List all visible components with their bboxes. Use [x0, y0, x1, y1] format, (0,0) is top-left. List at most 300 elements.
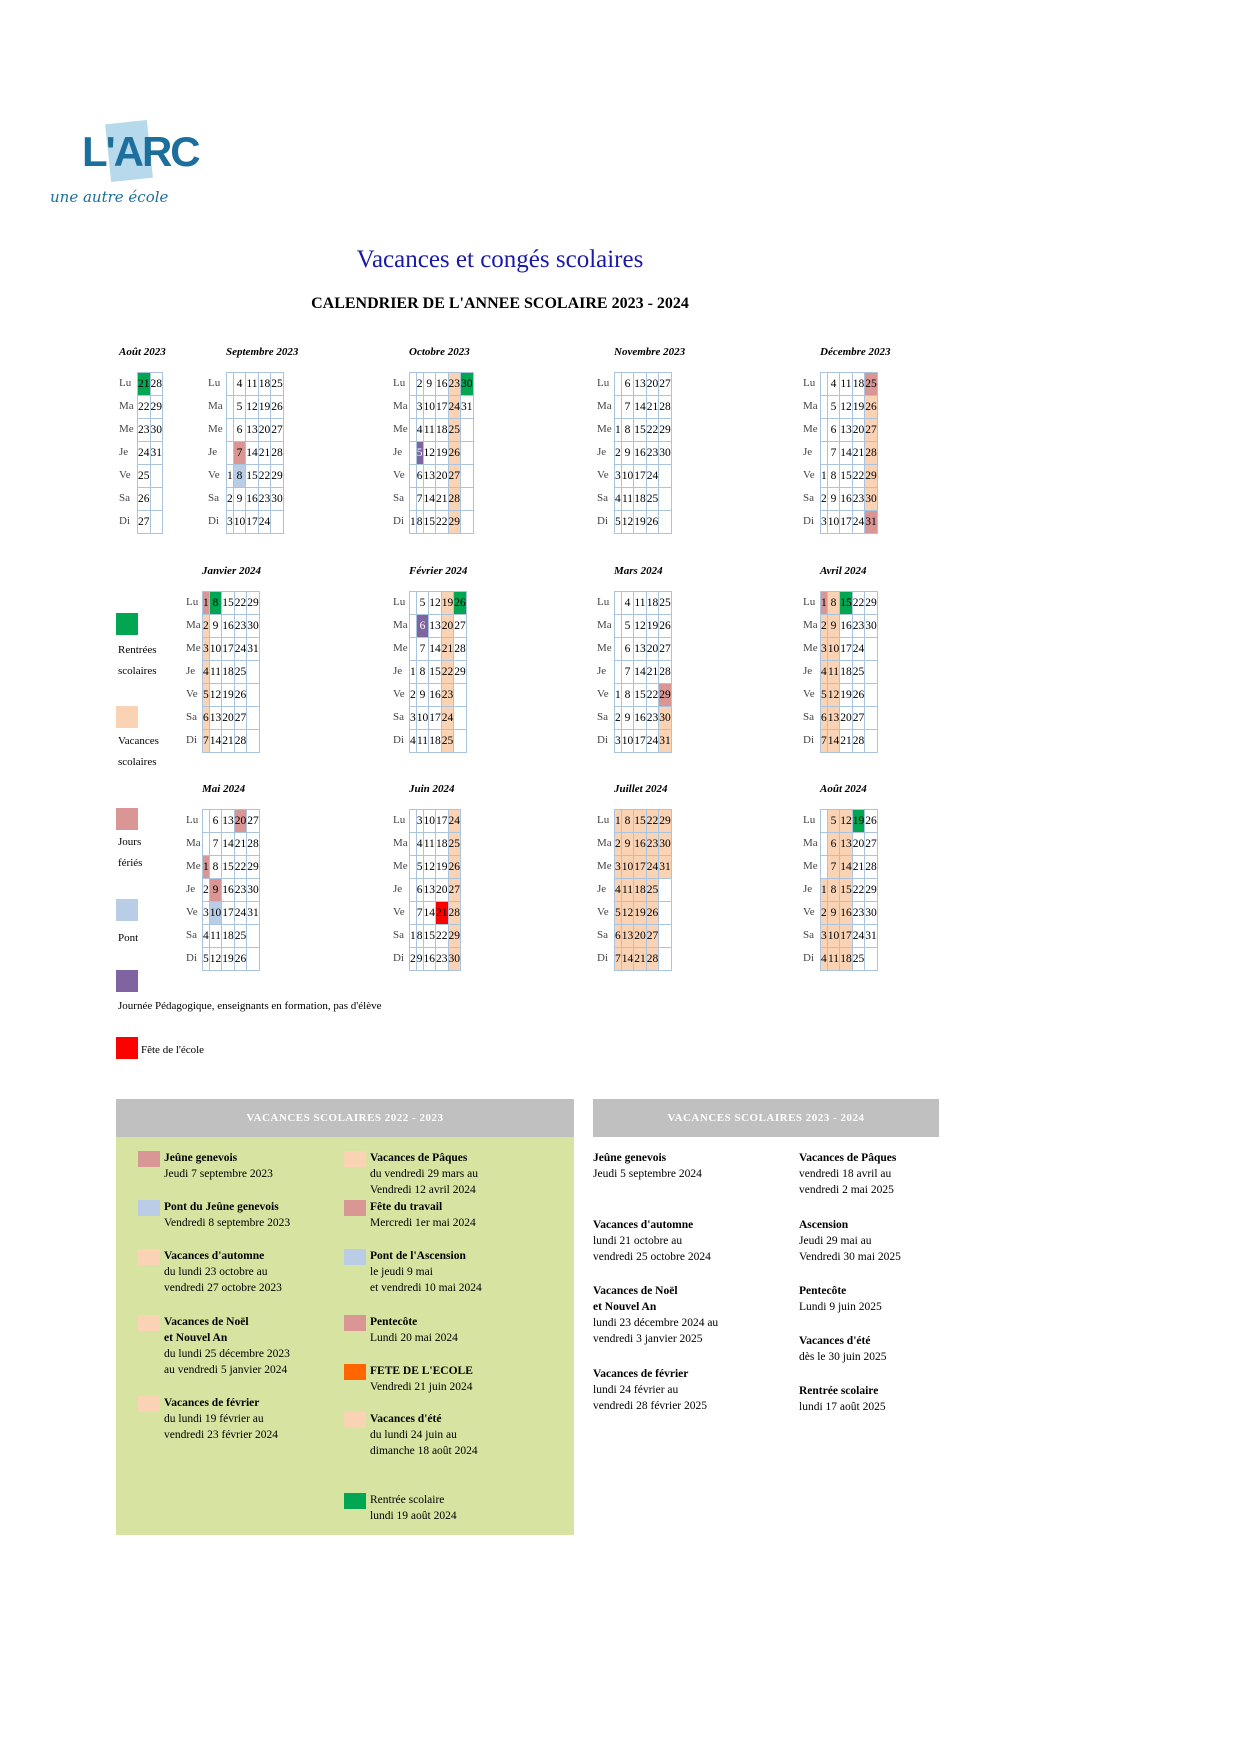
day-cell: 17 [840, 511, 853, 534]
day-cell: 19 [634, 902, 647, 925]
entry-text: du lundi 25 décembre 2023 [164, 1348, 290, 1360]
day-cell: 17 [246, 511, 259, 534]
day-cell [227, 396, 234, 419]
day-cell: 4 [233, 373, 246, 396]
weekday-label: Me [208, 423, 223, 435]
day-cell: 23 [448, 373, 461, 396]
day-cell: 10 [621, 465, 634, 488]
day-cell: 19 [258, 396, 271, 419]
day-cell [247, 661, 260, 684]
day-cell: 7 [827, 442, 840, 465]
day-cell: 14 [209, 730, 222, 753]
day-cell [410, 373, 417, 396]
day-cell: 1 [821, 592, 828, 615]
day-cell: 8 [416, 661, 429, 684]
day-cell: 20 [436, 879, 449, 902]
weekday-label: Ve [597, 469, 609, 481]
day-cell [865, 707, 878, 730]
holiday-entry [370, 1411, 478, 1459]
day-cell: 19 [646, 615, 659, 638]
day-cell: 4 [203, 661, 210, 684]
day-cell: 3 [203, 902, 210, 925]
day-cell: 16 [634, 442, 647, 465]
day-cell: 16 [840, 902, 853, 925]
day-cell: 10 [423, 396, 436, 419]
day-cell [410, 902, 417, 925]
day-cell: 2 [821, 488, 828, 511]
day-cell: 26 [271, 396, 284, 419]
day-cell [865, 684, 878, 707]
day-cell: 18 [840, 948, 853, 971]
day-cell: 7 [827, 856, 840, 879]
day-cell: 3 [615, 465, 622, 488]
day-cell: 15 [634, 684, 647, 707]
day-cell [659, 465, 672, 488]
day-cell: 29 [659, 810, 672, 833]
entry-color-swatch [138, 1151, 160, 1167]
entry-text: Lundi 9 juin 2025 [799, 1301, 882, 1313]
day-cell: 29 [865, 465, 878, 488]
entry-heading: Vacances de février [164, 1397, 260, 1409]
weekday-label: Je [119, 446, 129, 458]
day-cell: 27 [138, 511, 151, 534]
day-cell: 9 [621, 833, 634, 856]
day-cell: 23 [646, 707, 659, 730]
day-cell: 22 [138, 396, 151, 419]
weekday-label: Je [803, 446, 813, 458]
day-cell: 4 [203, 925, 210, 948]
day-cell: 3 [821, 511, 828, 534]
holiday-entry [593, 1366, 707, 1414]
day-cell: 25 [448, 833, 461, 856]
day-cell [150, 465, 163, 488]
day-cell: 20 [840, 707, 853, 730]
day-cell: 4 [621, 592, 634, 615]
day-cell [410, 442, 417, 465]
day-cell [247, 730, 260, 753]
day-cell: 11 [209, 925, 222, 948]
weekday-label: Ma [597, 619, 612, 631]
weekday-label: Sa [208, 492, 219, 504]
legend-rentree-swatch [116, 613, 138, 635]
weekday-label: Ma [803, 619, 818, 631]
holiday-entry [164, 1314, 290, 1378]
day-cell: 12 [840, 396, 853, 419]
weekday-label: Me [186, 642, 201, 654]
day-cell [659, 488, 672, 511]
day-cell: 22 [234, 592, 247, 615]
weekday-label: Di [186, 734, 197, 746]
day-cell: 26 [646, 511, 659, 534]
day-cell: 30 [150, 419, 163, 442]
day-cell: 7 [203, 730, 210, 753]
day-cell [821, 396, 828, 419]
weekday-label: Je [393, 446, 403, 458]
entry-heading: Vacances d'automne [164, 1250, 265, 1262]
entry-color-swatch [138, 1396, 160, 1412]
day-cell: 15 [840, 592, 853, 615]
month-grid [409, 372, 474, 534]
weekday-label: Di [393, 734, 404, 746]
day-cell: 6 [621, 373, 634, 396]
day-cell: 3 [821, 925, 828, 948]
day-cell: 19 [222, 684, 235, 707]
month-title: Octobre 2023 [409, 346, 470, 358]
day-cell: 12 [621, 511, 634, 534]
day-cell: 27 [659, 373, 672, 396]
day-cell: 13 [840, 833, 853, 856]
weekday-label: Je [597, 883, 607, 895]
day-cell: 28 [454, 638, 467, 661]
weekday-label: Lu [803, 814, 816, 826]
day-cell: 7 [821, 730, 828, 753]
weekday-label: Sa [597, 929, 608, 941]
day-cell: 15 [840, 465, 853, 488]
day-cell: 14 [634, 396, 647, 419]
weekday-label: Ma [393, 837, 408, 849]
day-cell: 22 [852, 879, 865, 902]
legend-vacances-swatch [116, 706, 138, 728]
day-cell: 8 [621, 810, 634, 833]
weekday-label: Lu [597, 596, 610, 608]
weekday-label: Me [119, 423, 134, 435]
day-cell: 2 [416, 373, 423, 396]
day-cell: 17 [222, 638, 235, 661]
weekday-label: Lu [803, 377, 816, 389]
day-cell: 24 [852, 925, 865, 948]
entry-text: Jeudi 5 septembre 2024 [593, 1168, 702, 1180]
holiday-entry [593, 1283, 718, 1347]
day-cell: 10 [621, 730, 634, 753]
day-cell: 4 [615, 488, 622, 511]
legend-pedagogique-swatch [116, 970, 138, 992]
day-cell: 12 [621, 902, 634, 925]
day-cell: 10 [827, 511, 840, 534]
day-cell: 3 [203, 638, 210, 661]
day-cell: 18 [634, 879, 647, 902]
legend-ferie-swatch [116, 808, 138, 830]
day-cell: 29 [271, 465, 284, 488]
day-cell: 20 [441, 615, 454, 638]
day-cell: 29 [865, 592, 878, 615]
day-cell: 9 [233, 488, 246, 511]
day-cell: 29 [247, 592, 260, 615]
day-cell: 14 [840, 442, 853, 465]
day-cell: 26 [448, 442, 461, 465]
holiday-entry [370, 1199, 476, 1231]
day-cell: 3 [416, 810, 423, 833]
weekday-label: Je [186, 665, 196, 677]
day-cell: 4 [827, 373, 840, 396]
day-cell: 14 [840, 856, 853, 879]
day-cell: 16 [429, 684, 442, 707]
weekday-label: Sa [186, 711, 197, 723]
month-title: Août 2023 [119, 346, 166, 358]
day-cell: 24 [852, 638, 865, 661]
weekday-label: Je [803, 883, 813, 895]
day-cell: 22 [852, 465, 865, 488]
weekday-label: Me [803, 860, 818, 872]
day-cell: 30 [247, 615, 260, 638]
day-cell: 21 [441, 638, 454, 661]
day-cell: 25 [659, 592, 672, 615]
weekday-label: Sa [393, 929, 404, 941]
day-cell [821, 833, 828, 856]
day-cell: 24 [448, 396, 461, 419]
holiday-entry [593, 1217, 711, 1265]
weekday-label: Ma [803, 837, 818, 849]
month-grid [202, 591, 260, 753]
day-cell: 23 [138, 419, 151, 442]
day-cell: 11 [621, 488, 634, 511]
day-cell: 31 [461, 396, 474, 419]
day-cell: 28 [646, 948, 659, 971]
day-cell: 17 [840, 638, 853, 661]
entry-color-swatch [344, 1200, 366, 1216]
day-cell: 15 [246, 465, 259, 488]
day-cell [410, 856, 417, 879]
entry-heading: Vacances de Pâques [370, 1152, 468, 1164]
day-cell: 21 [852, 856, 865, 879]
day-cell: 18 [840, 661, 853, 684]
day-cell: 2 [227, 488, 234, 511]
day-cell: 1 [821, 465, 828, 488]
day-cell [461, 419, 474, 442]
legend-rentree-label: Rentrées scolaires [118, 644, 157, 677]
day-cell: 14 [621, 948, 634, 971]
entry-text: et vendredi 10 mai 2024 [370, 1282, 482, 1294]
day-cell: 14 [222, 833, 235, 856]
day-cell: 20 [646, 638, 659, 661]
day-cell [410, 833, 417, 856]
day-cell: 20 [234, 810, 247, 833]
day-cell: 13 [209, 707, 222, 730]
day-cell: 25 [138, 465, 151, 488]
panel-2022 [116, 1137, 574, 1535]
month-title: Septembre 2023 [226, 346, 299, 358]
month-title: Mars 2024 [614, 565, 663, 577]
holiday-entry [370, 1363, 473, 1395]
weekday-label: Lu [803, 596, 816, 608]
entry-heading: et Nouvel An [164, 1332, 228, 1344]
page-subtitle: CALENDRIER DE L'ANNEE SCOLAIRE 2023 - 2024 [311, 295, 689, 312]
day-cell: 2 [410, 684, 417, 707]
day-cell: 18 [634, 488, 647, 511]
day-cell: 2 [615, 707, 622, 730]
day-cell: 3 [227, 511, 234, 534]
entry-text: lundi 17 août 2025 [799, 1401, 886, 1413]
day-cell: 7 [621, 396, 634, 419]
weekday-label: Lu [208, 377, 221, 389]
day-cell: 23 [852, 902, 865, 925]
day-cell: 28 [448, 488, 461, 511]
day-cell: 14 [634, 661, 647, 684]
weekday-label: Di [393, 952, 404, 964]
entry-text: vendredi 25 octobre 2024 [593, 1251, 711, 1263]
day-cell: 6 [615, 925, 622, 948]
entry-heading: Vacances de Noël [164, 1316, 249, 1328]
day-cell: 17 [634, 856, 647, 879]
day-cell: 29 [865, 879, 878, 902]
entry-text: du lundi 24 juin au [370, 1429, 457, 1441]
day-cell [461, 442, 474, 465]
day-cell: 18 [436, 833, 449, 856]
school-logo [48, 118, 199, 213]
day-cell: 7 [209, 833, 222, 856]
day-cell: 12 [423, 442, 436, 465]
weekday-label: Lu [597, 814, 610, 826]
day-cell: 2 [410, 948, 417, 971]
day-cell: 17 [634, 465, 647, 488]
day-cell: 13 [827, 707, 840, 730]
day-cell: 11 [827, 661, 840, 684]
day-cell [615, 373, 622, 396]
day-cell: 21 [234, 833, 247, 856]
page-title: Vacances et congés scolaires [356, 246, 644, 273]
weekday-label: Je [597, 665, 607, 677]
entry-text: Mercredi 1er mai 2024 [370, 1217, 476, 1229]
weekday-label: Lu [393, 377, 406, 389]
day-cell: 14 [827, 730, 840, 753]
day-cell: 6 [233, 419, 246, 442]
day-cell: 4 [416, 419, 423, 442]
entry-text: Jeudi 7 septembre 2023 [164, 1168, 273, 1180]
day-cell: 12 [840, 810, 853, 833]
day-cell [410, 396, 417, 419]
day-cell: 5 [416, 856, 423, 879]
day-cell: 15 [222, 856, 235, 879]
day-cell: 24 [646, 465, 659, 488]
day-cell: 18 [222, 925, 235, 948]
entry-text: Vendredi 30 mai 2025 [799, 1251, 901, 1263]
month-title: Janvier 2024 [202, 565, 261, 577]
day-cell [454, 730, 467, 753]
day-cell: 21 [840, 730, 853, 753]
day-cell: 20 [634, 925, 647, 948]
day-cell: 18 [436, 419, 449, 442]
weekday-label: Lu [186, 814, 199, 826]
weekday-label: Je [597, 446, 607, 458]
day-cell: 16 [222, 615, 235, 638]
day-cell: 31 [659, 730, 672, 753]
day-cell: 8 [209, 592, 222, 615]
day-cell: 1 [203, 856, 210, 879]
day-cell: 23 [646, 442, 659, 465]
day-cell [865, 638, 878, 661]
day-cell: 9 [416, 684, 429, 707]
day-cell: 8 [621, 684, 634, 707]
day-cell: 10 [621, 856, 634, 879]
day-cell [410, 465, 417, 488]
day-cell: 6 [621, 638, 634, 661]
day-cell: 22 [258, 465, 271, 488]
entry-text: dimanche 18 août 2024 [370, 1445, 478, 1457]
day-cell: 24 [234, 638, 247, 661]
day-cell: 8 [416, 511, 423, 534]
day-cell: 5 [821, 684, 828, 707]
weekday-label: Di [119, 515, 130, 527]
holiday-entry [370, 1248, 482, 1296]
day-cell: 15 [429, 661, 442, 684]
day-cell [410, 638, 417, 661]
entry-text: lundi 23 décembre 2024 au [593, 1317, 719, 1329]
day-cell: 16 [222, 879, 235, 902]
weekday-label: Me [597, 423, 612, 435]
holiday-entry [164, 1150, 273, 1182]
month-grid [409, 591, 467, 753]
day-cell [410, 879, 417, 902]
day-cell [821, 856, 828, 879]
day-cell: 11 [246, 373, 259, 396]
entry-heading: Vacances de Pâques [799, 1152, 897, 1164]
day-cell [615, 615, 622, 638]
day-cell: 26 [865, 396, 878, 419]
day-cell: 26 [138, 488, 151, 511]
day-cell: 25 [646, 488, 659, 511]
day-cell: 5 [203, 948, 210, 971]
day-cell: 11 [416, 730, 429, 753]
day-cell: 21 [646, 661, 659, 684]
weekday-label: Lu [119, 377, 132, 389]
day-cell: 31 [865, 511, 878, 534]
entry-text: Vendredi 12 avril 2024 [370, 1184, 476, 1196]
month-title: Juin 2024 [409, 783, 455, 795]
day-cell: 28 [448, 902, 461, 925]
day-cell: 31 [247, 902, 260, 925]
entry-heading: Fête du travail [370, 1201, 443, 1213]
weekday-label: Di [597, 734, 608, 746]
weekday-label: Me [393, 860, 408, 872]
day-cell: 10 [827, 638, 840, 661]
day-cell: 1 [227, 465, 234, 488]
entry-text: au vendredi 5 janvier 2024 [164, 1364, 288, 1376]
weekday-label: Sa [803, 929, 814, 941]
holiday-entry [370, 1150, 478, 1198]
day-cell: 27 [865, 833, 878, 856]
day-cell: 4 [821, 948, 828, 971]
day-cell: 21 [646, 396, 659, 419]
entry-heading: et Nouvel An [593, 1301, 657, 1313]
weekday-label: Ve [803, 906, 815, 918]
day-cell [454, 684, 467, 707]
entry-color-swatch [138, 1249, 160, 1265]
day-cell: 27 [646, 925, 659, 948]
day-cell: 22 [234, 856, 247, 879]
day-cell: 8 [209, 856, 222, 879]
day-cell: 12 [429, 592, 442, 615]
month-title: Novembre 2023 [614, 346, 686, 358]
day-cell: 18 [646, 592, 659, 615]
entry-text: Vendredi 21 juin 2024 [370, 1381, 473, 1393]
day-cell: 18 [852, 373, 865, 396]
entry-color-swatch [344, 1412, 366, 1428]
entry-heading: Pentecôte [370, 1316, 418, 1328]
entry-text: le jeudi 9 mai [370, 1266, 433, 1278]
weekday-label: Ve [208, 469, 220, 481]
day-cell [461, 488, 474, 511]
day-cell [227, 442, 234, 465]
day-cell: 16 [840, 615, 853, 638]
holiday-entry [799, 1333, 887, 1365]
day-cell: 4 [615, 879, 622, 902]
day-cell: 26 [454, 592, 467, 615]
day-cell: 13 [429, 615, 442, 638]
day-cell: 10 [416, 707, 429, 730]
day-cell: 17 [634, 730, 647, 753]
day-cell: 5 [615, 902, 622, 925]
entry-heading: Ascension [799, 1219, 849, 1231]
day-cell: 19 [222, 948, 235, 971]
